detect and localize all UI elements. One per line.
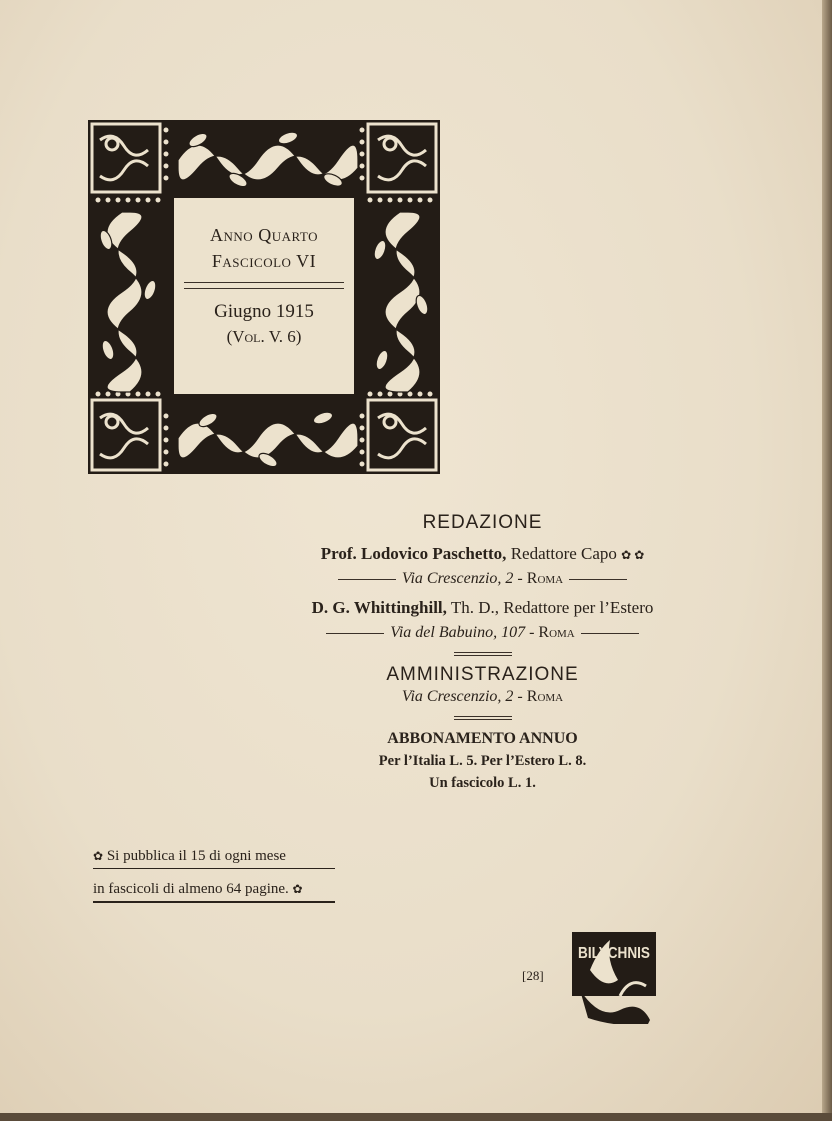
bilychnis-logo-icon (570, 930, 658, 1024)
fascicolo-text: Fascicolo VI (211, 251, 317, 271)
amministrazione-heading: AMMINISTRAZIONE (386, 664, 579, 685)
notice-line-1 (93, 846, 335, 869)
editor1-name: Prof. Lodovico Paschetto, (320, 544, 507, 563)
dash-rule (569, 579, 627, 580)
masthead (300, 512, 665, 794)
frame-divider (184, 282, 344, 289)
section-divider (454, 652, 512, 656)
redazione-heading: REDAZIONE (422, 512, 543, 533)
dash-rule (326, 633, 384, 634)
volume-text: (Vol. V. 6) (226, 327, 302, 346)
editor1-role: Redattore Capo (510, 544, 617, 563)
abbonamento-prices: Per l’Italia L. 5. Per l’Estero L. 8. (378, 753, 587, 769)
editor2-street: Via del Babuino, 107 - (390, 624, 535, 641)
publication-notice (93, 846, 335, 903)
editor2-address (300, 624, 665, 642)
dash-rule (338, 579, 396, 580)
notice-text-1: Si pubblica il 15 di ogni mese (106, 848, 286, 864)
amministrazione-street: Via Crescenzio, 2 - (401, 688, 523, 705)
page-edge-right (822, 0, 832, 1121)
anno-text: Anno Quarto (210, 225, 318, 245)
flower-ornament-icon: ✿ (93, 849, 104, 864)
amministrazione-city: Roma (526, 688, 564, 705)
editor1-city: Roma (526, 570, 564, 587)
page-number: [28] (522, 968, 544, 983)
flower-ornament-icon: ✿ (292, 882, 303, 897)
dash-rule (581, 633, 639, 634)
editor1-street: Via Crescenzio, 2 - (401, 570, 523, 587)
editor1-line (300, 544, 665, 564)
editor1-address (300, 570, 665, 588)
editor2-name: D. G. Whittinghill, (311, 598, 447, 617)
abbonamento-heading: ABBONAMENTO ANNUO (387, 730, 578, 747)
abbonamento-single: Un fascicolo L. 1. (429, 775, 536, 791)
editor2-line (300, 598, 665, 618)
section-divider (454, 716, 512, 720)
flower-ornament-icon: ✿ ✿ (621, 547, 645, 562)
editor2-role: Th. D., Redattore per l’Estero (450, 598, 654, 617)
notice-line-2 (93, 879, 335, 903)
notice-text-2: in fascicoli di almeno 64 pagine. (93, 881, 289, 897)
editor2-city: Roma (538, 624, 575, 641)
amministrazione-address (300, 688, 665, 706)
page-edge-bottom (0, 1113, 832, 1121)
issue-date: Giugno 1915 (214, 301, 314, 322)
logo-text: BILYCHNIS (578, 945, 651, 962)
issue-label (182, 222, 346, 349)
